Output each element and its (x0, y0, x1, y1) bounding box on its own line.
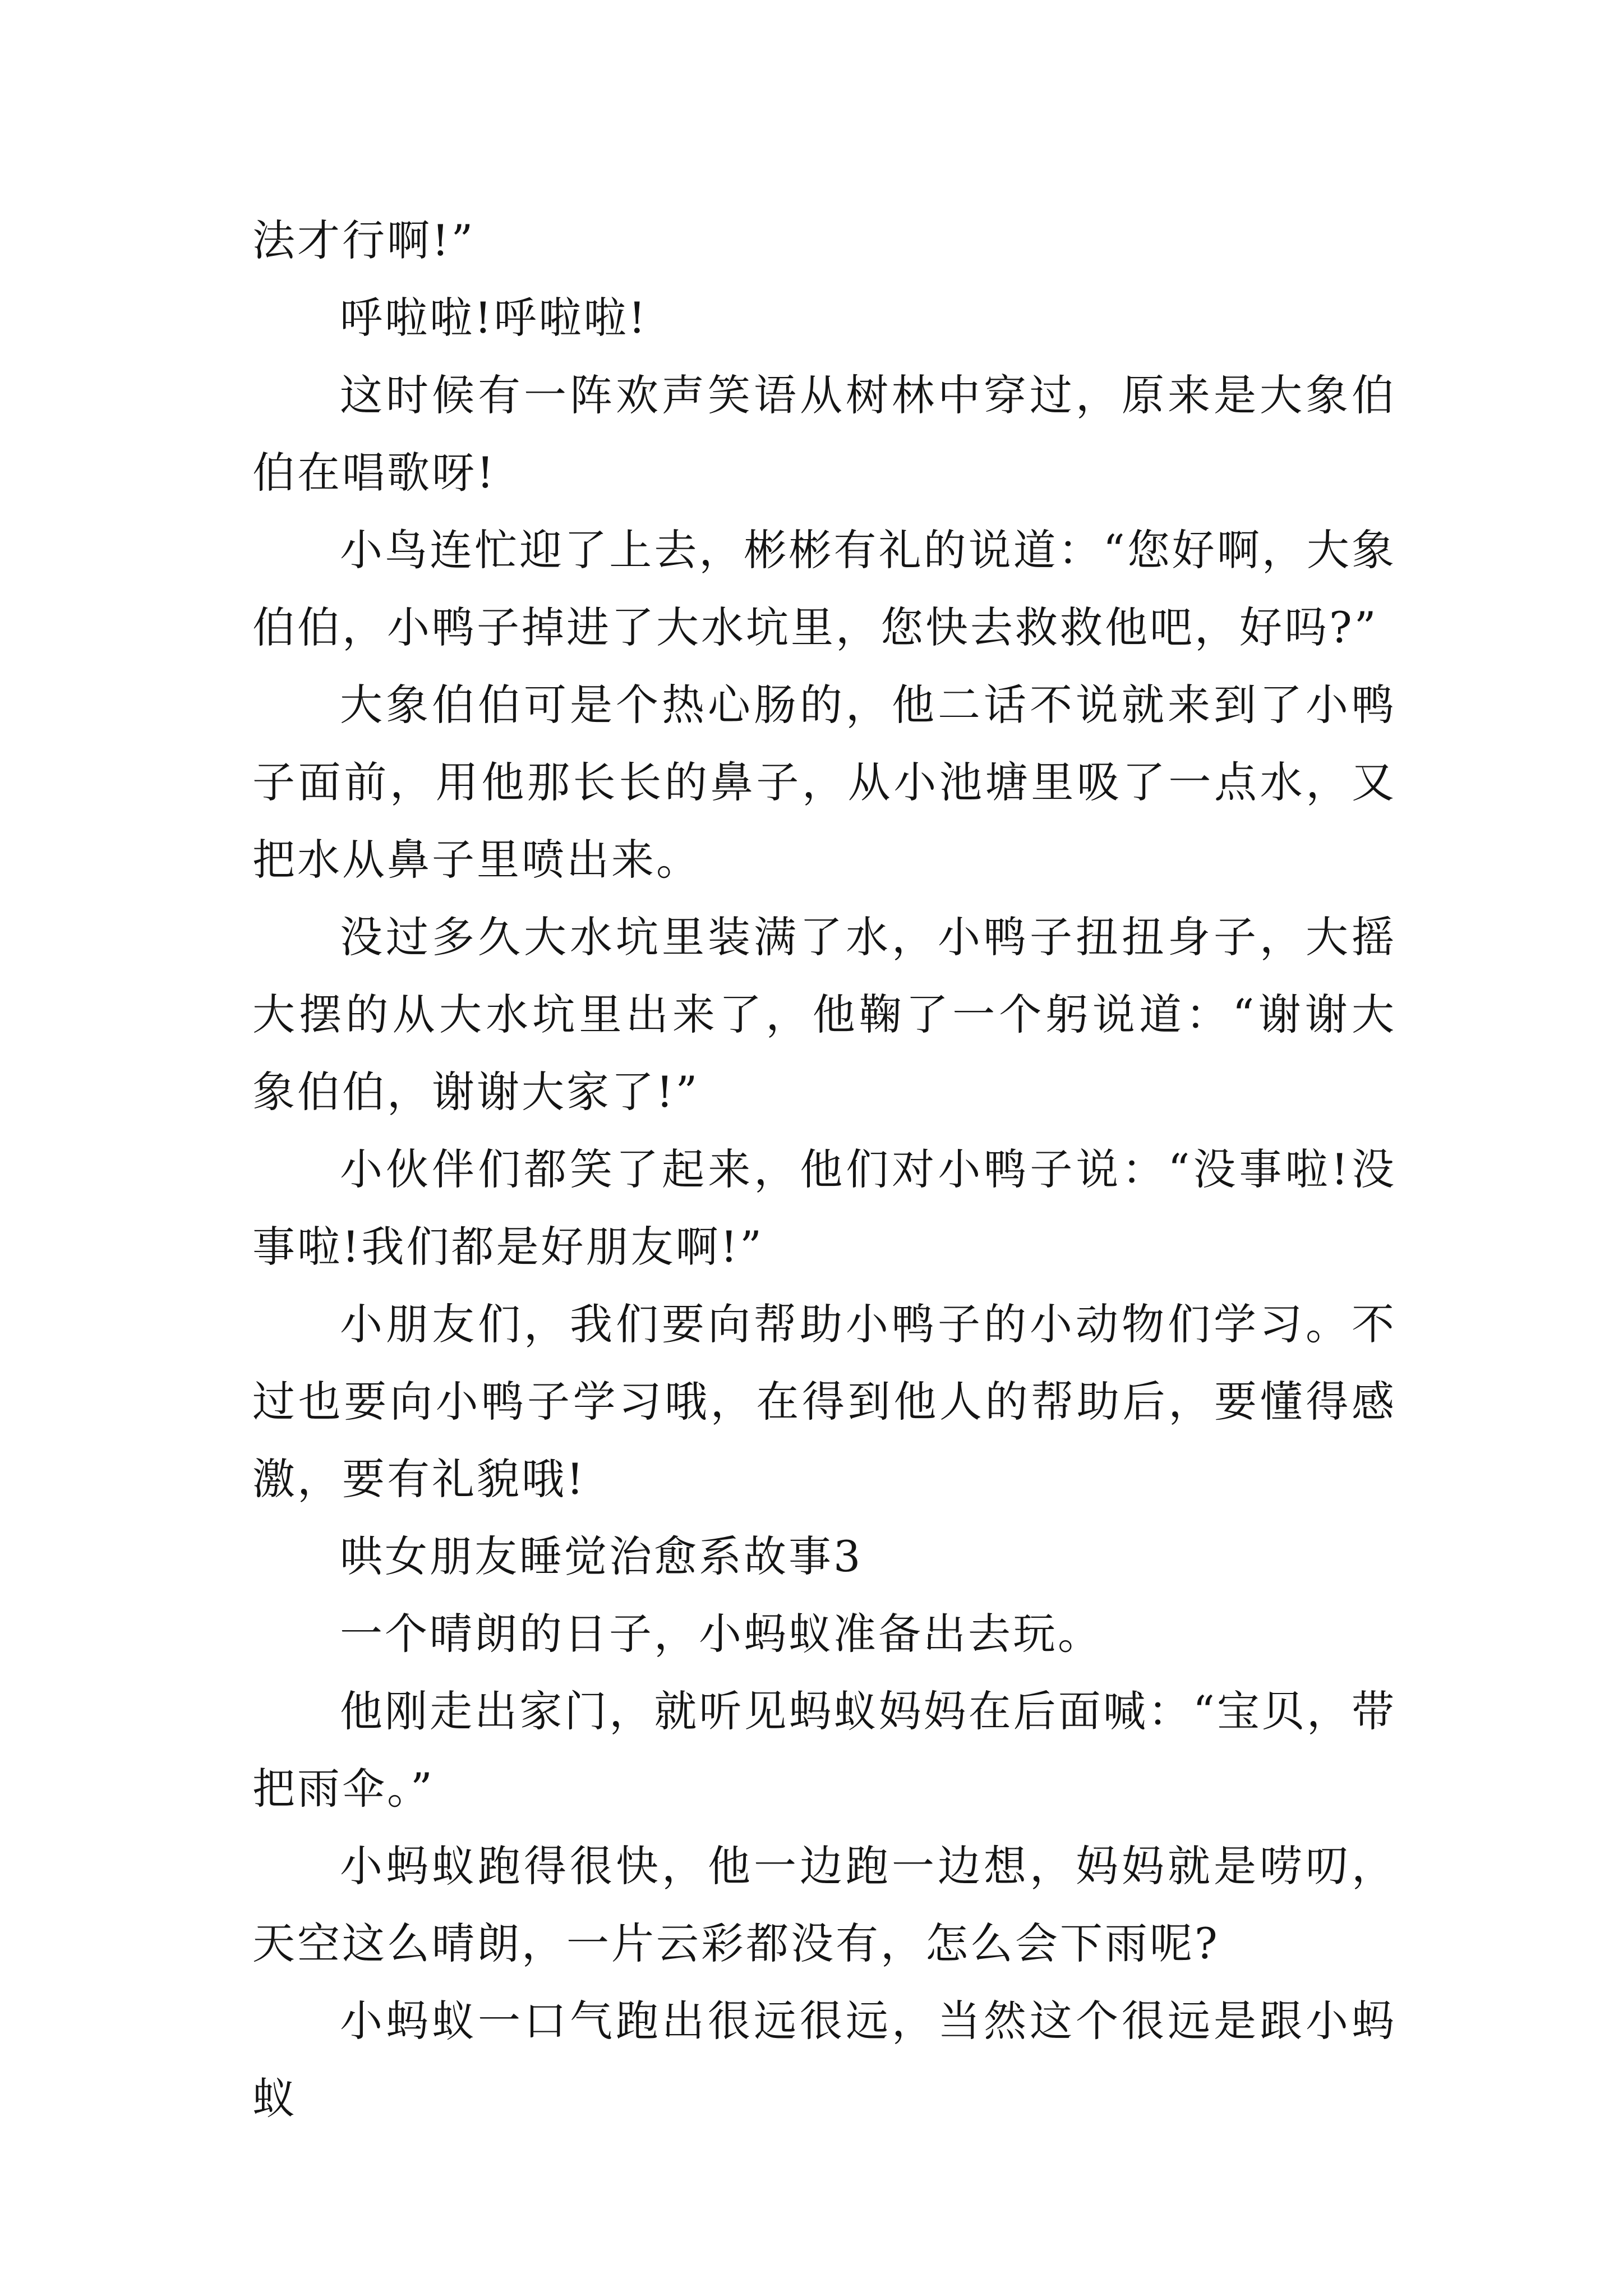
paragraph: 小伙伴们都笑了起来，他们对小鸭子说：“没事啦!没事啦!我们都是好朋友啊!” (252, 1144, 1396, 1272)
paragraph: 没过多久大水坑里装满了水，小鸭子扭扭身子，大摇大摆的从大水坑里出来了，他鞠了一个躬说道：“谢谢大象伯伯，谢谢大家了!” (252, 912, 1396, 1117)
paragraph: 这时候有一阵欢声笑语从树林中穿过，原来是大象伯伯在唱歌呀! (252, 370, 1396, 498)
paragraph: 小朋友们，我们要向帮助小鸭子的小动物们学习。不过也要向小鸭子学习哦，在得到他人的帮助后，要懂得感激，要有礼貌哦! (252, 1299, 1396, 1504)
paragraph: 他刚走出家门，就听见蚂蚁妈妈在后面喊：“宝贝，带把雨伞。” (252, 1686, 1396, 1814)
section-heading: 哄女朋友睡觉治愈系故事3 (340, 1531, 863, 1581)
paragraph: 小蚂蚁跑得很快，他一边跑一边想，妈妈就是唠叨，天空这么晴朗，一片云彩都没有，怎么会下雨呢? (252, 1841, 1396, 1968)
paragraph: 小鸟连忙迎了上去，彬彬有礼的说道：“您好啊，大象伯伯，小鸭子掉进了大水坑里，您快去救救他吧，好吗?” (252, 525, 1396, 652)
paragraph: 一个晴朗的日子，小蚂蚁准备出去玩。 (340, 1609, 1103, 1659)
paragraph: 大象伯伯可是个热心肠的，他二话不说就来到了小鸭子面前，用他那长长的鼻子，从小池塘里吸了一点水，又把水从鼻子里喷出来。 (252, 680, 1396, 885)
paragraph: 小蚂蚁一口气跑出很远很远，当然这个很远是跟小蚂蚁 (252, 1996, 1396, 2123)
paragraph: 法才行啊!” (252, 215, 476, 265)
paragraph: 呼啦啦!呼啦啦! (340, 293, 648, 343)
document-body (252, 202, 1396, 2137)
